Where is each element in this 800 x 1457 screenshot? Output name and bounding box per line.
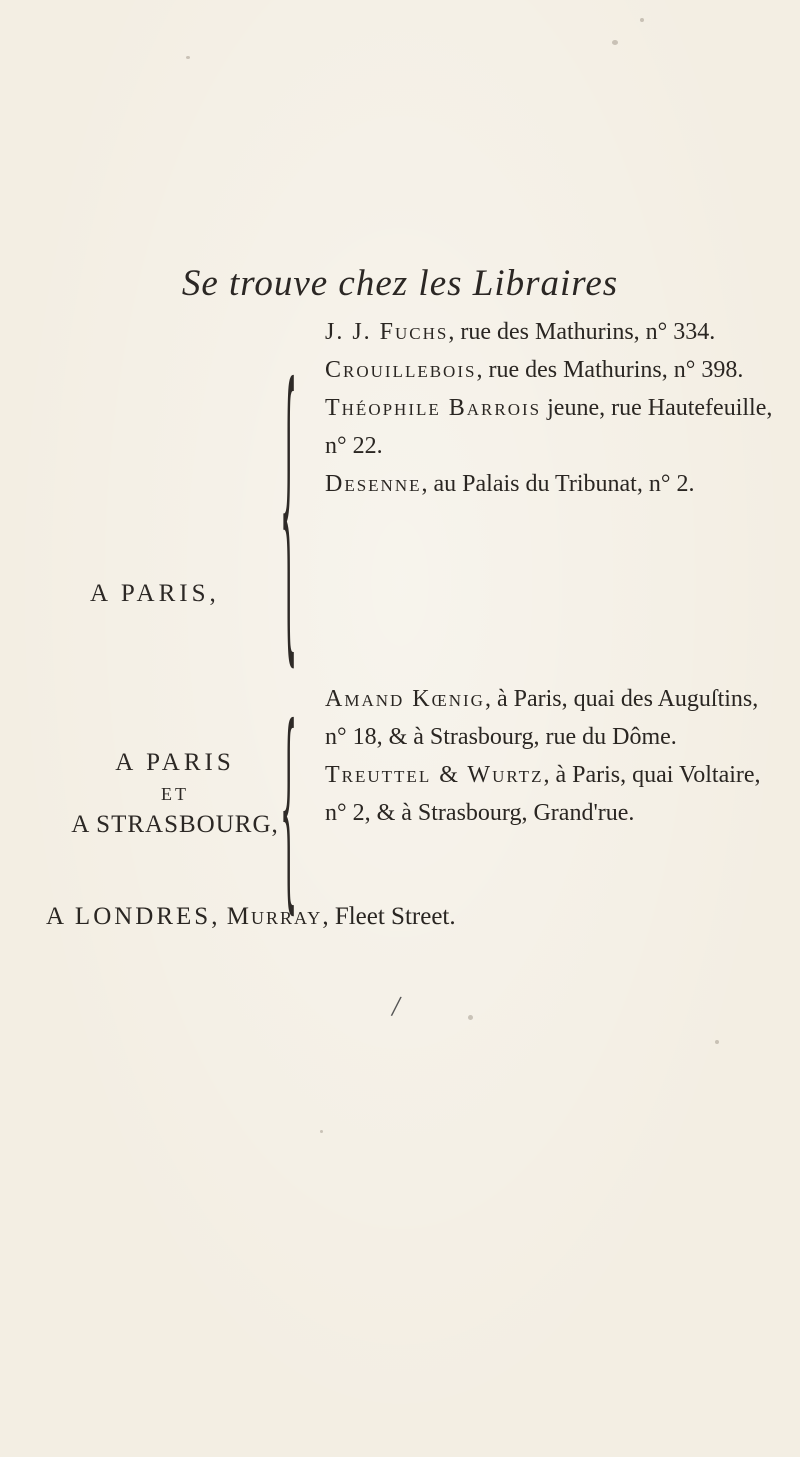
bookseller-list-paris bbox=[325, 313, 780, 503]
bookseller-name: Murray bbox=[226, 903, 323, 930]
bookseller-entry bbox=[325, 465, 780, 503]
bookseller-entry bbox=[325, 313, 780, 351]
paper-speck bbox=[640, 18, 644, 22]
bookseller-name: Treuttel & Wurtz bbox=[325, 762, 544, 788]
bookseller-address: , à Paris, quai Voltaire, n° 2, & à Strasbourg, Grand'rue. bbox=[325, 762, 761, 826]
bookseller-name: Théophile Barrois bbox=[325, 395, 542, 421]
section-label-paris: A PARIS, bbox=[90, 580, 220, 607]
bookseller-address: , à Paris, quai des Auguſtins, n° 18, & à Strasbourg, rue du Dôme. bbox=[325, 686, 759, 750]
paper-speck bbox=[186, 56, 190, 59]
city-label: A LONDRES, bbox=[46, 903, 221, 930]
bookseller-entry bbox=[325, 756, 780, 832]
bookseller-entry bbox=[325, 351, 780, 389]
bookseller-address: , au Palais du Tribunat, n° 2. bbox=[421, 471, 695, 497]
stray-ink-mark: / bbox=[389, 989, 403, 1024]
bookseller-address: jeune, rue Hautefeuille, n° 22. bbox=[325, 395, 773, 459]
page-heading: Se trouve chez les Libraires bbox=[181, 263, 619, 304]
paper-speck bbox=[612, 40, 618, 45]
bookseller-name: Desenne bbox=[325, 471, 422, 497]
brace-icon: { bbox=[280, 325, 298, 696]
bookseller-name: Crouillebois bbox=[325, 357, 477, 383]
bookseller-name: Amand Kœnig bbox=[325, 686, 485, 712]
paper-speck bbox=[468, 1015, 473, 1020]
london-line bbox=[46, 903, 456, 931]
bookseller-entry bbox=[325, 680, 780, 756]
bookseller-name: J. J. Fuchs bbox=[325, 319, 449, 345]
bookseller-address: , Fleet Street. bbox=[322, 903, 456, 930]
section-label-line: A PARIS bbox=[115, 749, 235, 776]
brace-icon: { bbox=[280, 683, 298, 935]
bookseller-address: , rue des Mathurins, n° 334. bbox=[448, 319, 716, 345]
paper-speck bbox=[320, 1130, 323, 1133]
section-label-line: A STRASBOURG, bbox=[71, 811, 279, 838]
bookseller-list-paris-strasbourg bbox=[325, 680, 780, 832]
section-label-line: ET bbox=[161, 784, 189, 804]
bookseller-address: , rue des Mathurins, n° 398. bbox=[476, 357, 744, 383]
bookseller-entry bbox=[325, 389, 780, 465]
paper-speck bbox=[715, 1040, 719, 1044]
section-label-paris-strasbourg bbox=[40, 745, 310, 843]
